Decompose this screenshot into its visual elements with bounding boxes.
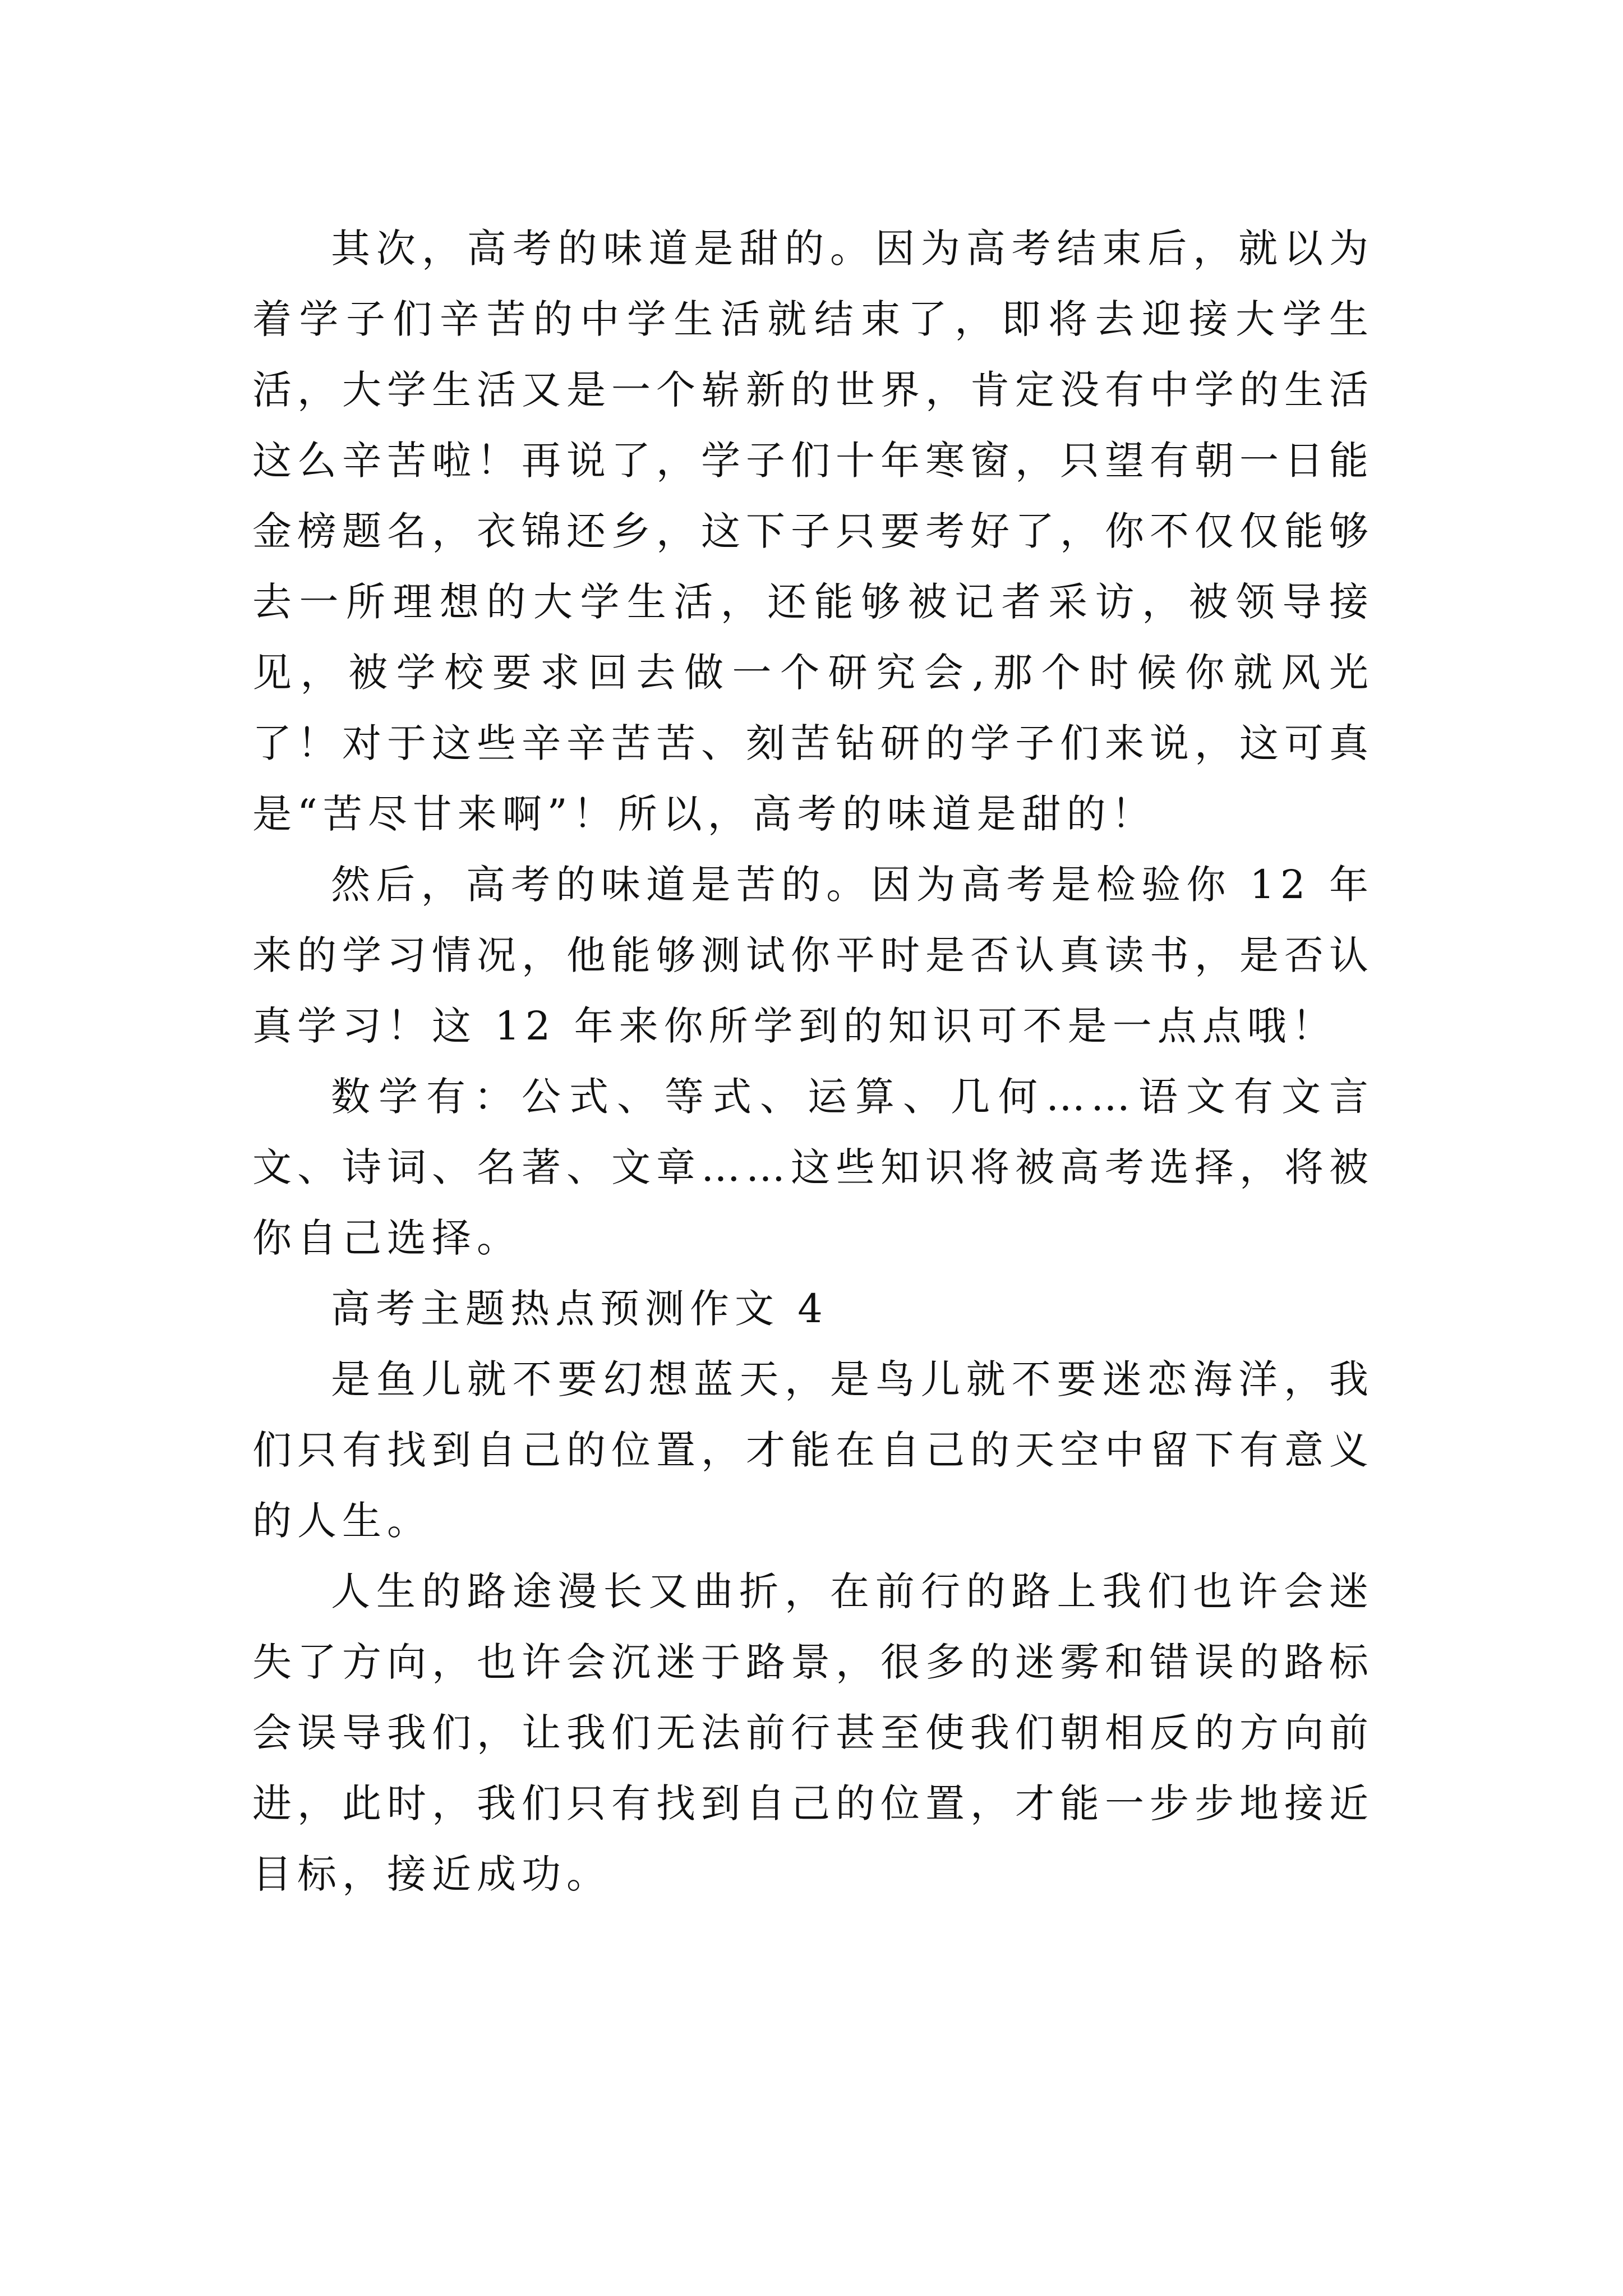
- paragraph-sweet-taste: 其次，高考的味道是甜的。因为高考结束后，就以为着学子们辛苦的中学生活就结束了，即将去迎接大学生活，大学生活又是一个崭新的世界，肯定没有中学的生活这么辛苦啦！再说了，学子们十年寒窗，只望有朝一日能金榜题名，衣锦还乡，这下子只要考好了，你不仅仅能够去一所理想的大学生活，还能够被记者采访，被领导接见，被学校要求回去做一个研究会,那个时候你就风光了！对于这些辛辛苦苦、刻苦钻研的学子们来说，这可真是“苦尽甘来啊”！所以，高考的味道是甜的！: [252, 226, 1374, 837]
- paragraph-knowledge-list: 数学有：公式、等式、运算、几何……语文有文言文、诗词、名著、文章……这些知识将被高考选择，将被你自己选择。: [252, 1074, 1374, 1261]
- section-heading: 高考主题热点预测作文 4: [331, 1286, 828, 1332]
- paragraph-fish-and-bird: 是鱼儿就不要幻想蓝天，是鸟儿就不要迷恋海洋，我们只有找到自己的位置，才能在自己的天空中留下有意义的人生。: [252, 1356, 1374, 1544]
- paragraph-life-journey: 人生的路途漫长又曲折，在前行的路上我们也许会迷失了方向，也许会沉迷于路景，很多的迷雾和错误的路标会误导我们，让我们无法前行甚至使我们朝相反的方向前进，此时，我们只有找到自己的位置，才能一步步地接近目标，接近成功。: [252, 1568, 1374, 1897]
- document-body: [252, 213, 1374, 1910]
- paragraph-bitter-taste: 然后，高考的味道是苦的。因为高考是检验你 12 年来的学习情况，他能够测试你平时是否认真读书，是否认真学习！这 12 年来你所学到的知识可不是一点点哦！: [252, 862, 1374, 1049]
